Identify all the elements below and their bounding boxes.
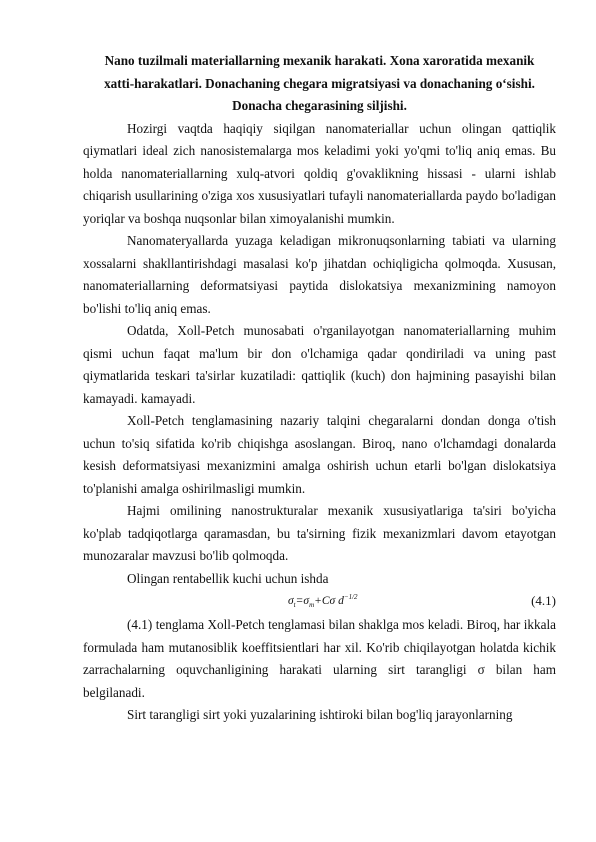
equation-exponent: −1/2: [343, 593, 358, 601]
paragraph-7: Sirt tarangligi sirt yoki yuzalarining ishtiroki bilan bog'liq jarayonlarning: [127, 707, 513, 722]
equation-row: [83, 590, 556, 614]
paragraph-4: Xoll-Petch tenglamasining nazariy talqini chegaralarni dondan donga o'tish uchun to'siq sifatida ko'rib chiqishga asoslangan. Biroq, nano o'lchamdagi donalarda kesish deformatsiyasi mexanizmini amalga oshirish uchun etarli bo'lgan dislokatsiya to'planishi amalga oshirilmasligi mumkin.: [83, 413, 556, 496]
equation-rhs-symbol: σ: [303, 594, 310, 607]
paragraph-6: (4.1) tenglama Xoll-Petch tenglamasi bilan shaklga mos keladi. Biroq, har ikkala formulada ham mutanosiblik koeffitsientlari har xil. Ko'rib chiqilayotgan holatda kichik zarrachalarning oquvchanligining harakati ularning sirt tarangligi σ bilan ham belgilanadi.: [83, 617, 556, 700]
title-line-1: Nano tuzilmali materiallarning mexanik harakati. Xona xaroratida mexanik: [104, 53, 535, 68]
title-line-2: xatti-harakatlari. Donachaning chegara migratsiyasi va donachaning o‘sishi.: [104, 75, 535, 91]
section-title: [83, 50, 556, 118]
equation-rhs-subscript: m: [309, 601, 315, 610]
equation: [288, 593, 358, 609]
paragraph-5: Hajmi omilining nanostrukturalar mexanik xususiyatlariga ta'siri bo'yicha ko'plab tadqiqotlarga qaramasdan, bu ta'sirning fizik mexanizmlari davom etayotgan munozaralar mavzusi bo'lib qolmoqda.: [83, 503, 556, 563]
equation-lhs-subscript: t: [293, 601, 296, 610]
paragraph-2: Nanomateryallarda yuzaga keladigan mikronuqsonlarning tabiati va ularning xossalarni shakllantirishdagi masalasi ko'p jihatdan ochiqligicha qolmoqda. Xususan, nanomateriallarning deformatsiyasi paytida dislokatsiya mexanizmining namoyon bo'lishi to'liq aniq emas.: [83, 233, 556, 316]
paragraph-1: Hozirgi vaqtda haqiqiy siqilgan nanomateriallar uchun olingan qattiqlik qiymatlari ideal zich nanosistemalarga mos keladimi yoki yo'qmi to'liq aniq emas. Bu holda nanomateriallarning xulq-atvori qoldiq g'ovaklikning hissasi - ularni ishlab chiqarish usullarining o'ziga xos xususiyatlari tufayli nanomateriallarda paydo bo'ladigan yoriqlar va boshqa nuqsonlar bilan ximoyalanishi mumkin.: [83, 120, 556, 226]
equation-lhs-symbol: σ: [288, 594, 294, 607]
equation-plus-term: +Cσ d: [314, 594, 344, 607]
formula-lead-paragraph: Olingan rentabellik kuchi uchun ishda: [127, 570, 329, 586]
title-line-3: Donacha chegarasining siljishi.: [232, 98, 407, 113]
document-page: [83, 50, 556, 727]
equation-number: (4.1): [531, 593, 556, 608]
equation-equals: =: [295, 594, 304, 607]
paragraph-3: Odatda, Xoll-Petch munosabati o'rganilayotgan nanomateriallarning muhim qismi uchun faqat ma'lum bir don o'lchamiga qadar qondiriladi va uning past qiymatlarida teskari ta'sirlar kuzatiladi: qattiqlik (kuch) don hajmining pasayishi bilan kamayadi. kamayadi.: [83, 323, 556, 406]
